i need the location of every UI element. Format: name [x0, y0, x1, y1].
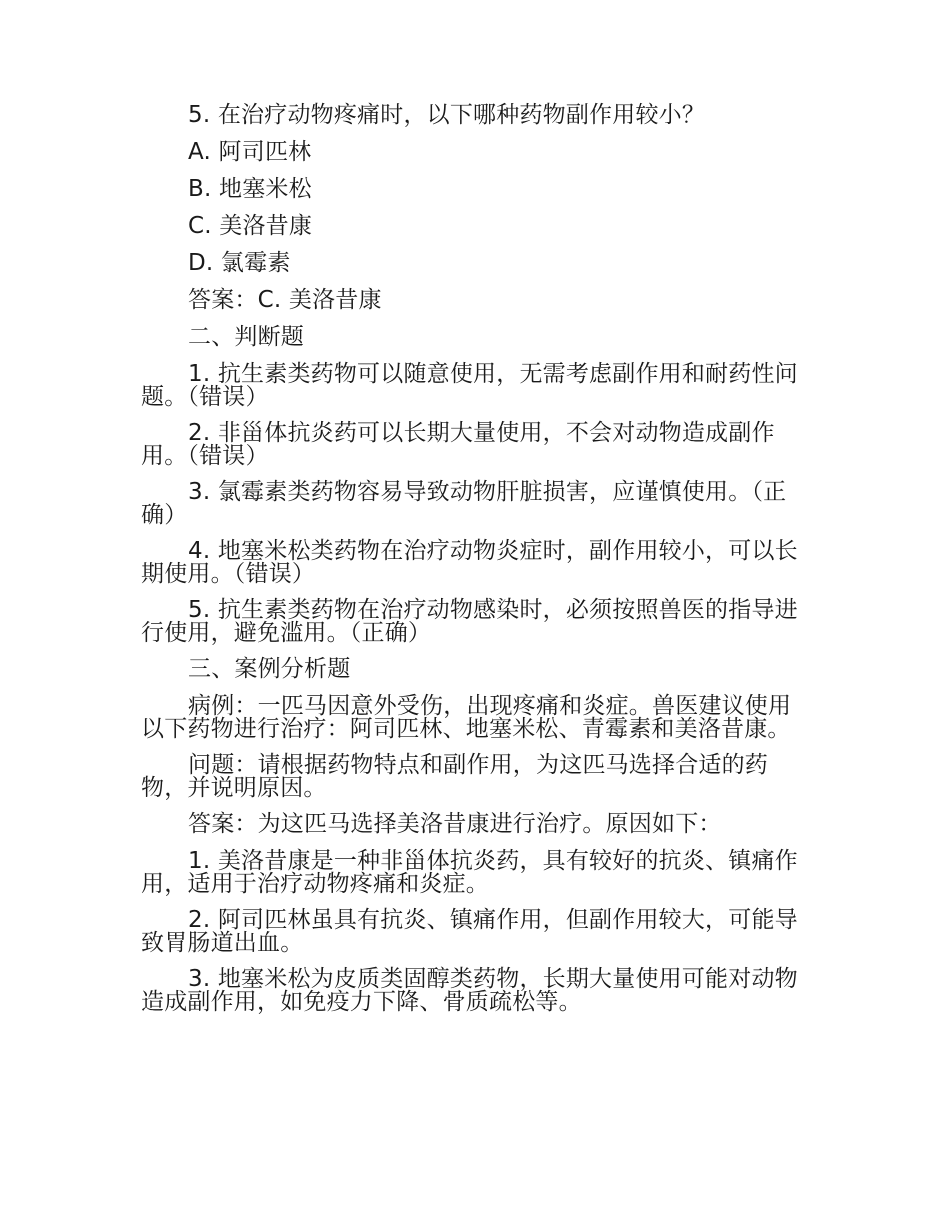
option-c: C. 美洛昔康 [188, 213, 313, 239]
document-body [141, 104, 811, 1027]
case-reason-1: 1. 美洛昔康是一种非甾体抗炎药，具有较好的抗炎、镇痛作用，适用于治疗动物疼痛和炎症。 [141, 848, 798, 897]
option-b: B. 地塞米松 [188, 176, 312, 202]
case-reason-2: 2. 阿司匹林虽具有抗炎、镇痛作用，但副作用较大，可能导致胃肠道出血。 [141, 907, 798, 956]
case-reason-3: 3. 地塞米松为皮质类固醇类药物，长期大量使用可能对动物造成副作用，如免疫力下降、骨质疏松等。 [141, 966, 798, 1015]
section-3-heading: 三、案例分析题 [188, 656, 351, 682]
case-answer-intro: 答案：为这匹马选择美洛昔康进行治疗。原因如下： [188, 811, 722, 837]
case-question: 问题：请根据药物特点和副作用，为这匹马选择合适的药物，并说明原因。 [141, 752, 768, 801]
judgment-item-4: 4. 地塞米松类药物在治疗动物炎症时，副作用较小，可以长期使用。（错误） [141, 538, 798, 587]
case-description: 病例：一匹马因意外受伤，出现疼痛和炎症。兽医建议使用以下药物进行治疗：阿司匹林、地塞米松、青霉素和美洛昔康。 [141, 693, 792, 742]
judgment-item-1: 1. 抗生素类药物可以随意使用，无需考虑副作用和耐药性问题。（错误） [141, 361, 798, 410]
judgment-item-5: 5. 抗生素类药物在治疗动物感染时，必须按照兽医的指导进行使用，避免滥用。（正确） [141, 597, 798, 646]
question-5-stem: 5. 在治疗动物疼痛时，以下哪种药物副作用较小？ [188, 102, 706, 128]
judgment-item-3: 3. 氯霉素类药物容易导致动物肝脏损害，应谨慎使用。（正确） [141, 479, 787, 528]
option-d: D. 氯霉素 [188, 250, 291, 276]
section-2-heading: 二、判断题 [188, 324, 304, 350]
question-5-answer: 答案：C. 美洛昔康 [188, 287, 382, 313]
judgment-item-2: 2. 非甾体抗炎药可以长期大量使用，不会对动物造成副作用。（错误） [141, 420, 775, 469]
option-a: A. 阿司匹林 [188, 139, 312, 165]
